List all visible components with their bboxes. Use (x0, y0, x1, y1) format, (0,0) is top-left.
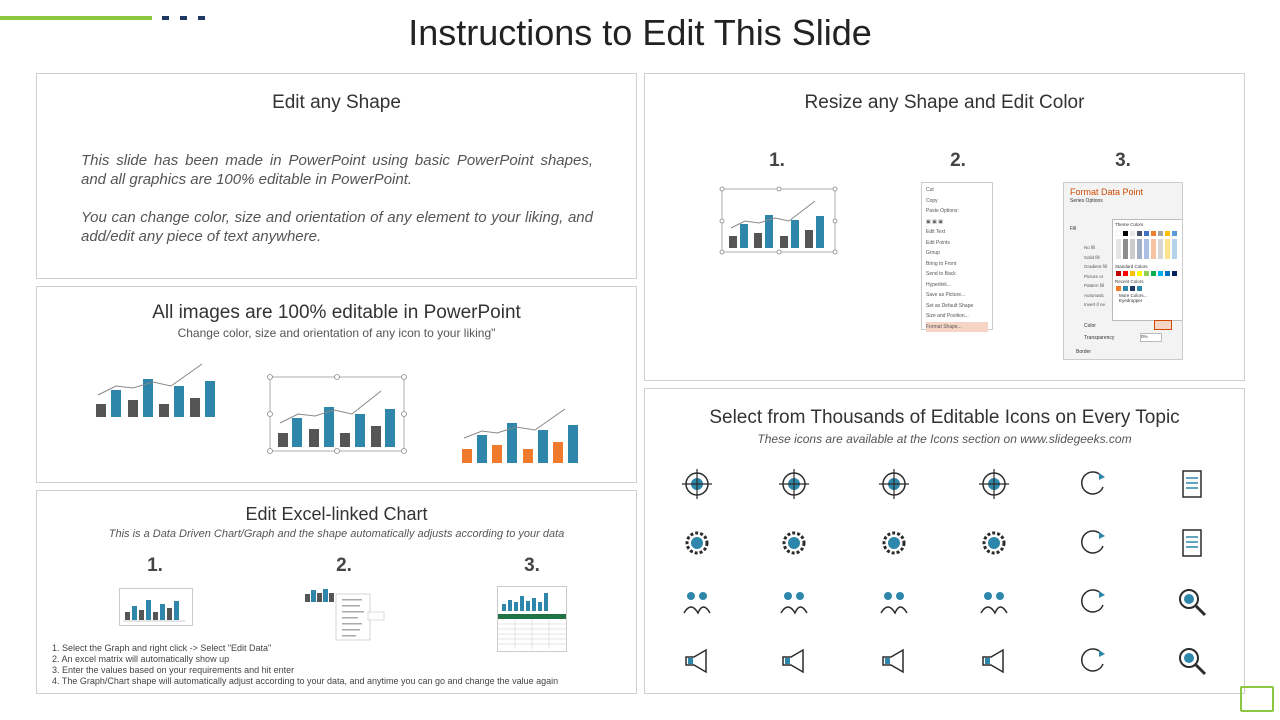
percent-megaphone-icon[interactable] (977, 644, 1011, 678)
step-number: 3. (1115, 150, 1131, 171)
gear-dots-icon[interactable] (877, 526, 911, 560)
menu-item: Paste Options: (926, 208, 959, 214)
panel-title: Edit Excel-linked Chart (245, 504, 428, 524)
fill-option[interactable]: No fill (1084, 245, 1096, 250)
panel-edit-shape (36, 73, 637, 279)
step-number: 3. (524, 555, 540, 576)
step-item: 4. The Graph/Chart shape will automatically adjust according to your data, and anytime you can go and change the value again (52, 676, 559, 686)
menu-item[interactable]: Hyperlink... (926, 281, 952, 288)
menu-item[interactable]: Save as Picture... (926, 292, 966, 298)
menu-item[interactable]: Edit Text (926, 229, 946, 235)
color-dropdown[interactable] (1154, 320, 1172, 330)
menu-item[interactable]: Copy (926, 197, 938, 204)
panel-title: Edit any Shape (272, 92, 401, 113)
transparency-input[interactable]: 0% (1140, 333, 1162, 342)
steps-list (52, 643, 558, 687)
standard-colors-label: Standard Colors (1115, 264, 1148, 269)
menu-item[interactable]: Edit Points (926, 239, 950, 246)
recent-colors-label: Recent Colors (1115, 279, 1144, 284)
color-label: Color (1084, 323, 1096, 329)
trophy-target-icon[interactable] (877, 467, 911, 501)
fill-option[interactable]: Solid fill (1084, 254, 1100, 260)
checklist-doc-icon[interactable] (1175, 467, 1209, 501)
four-arrow-cycle-icon[interactable] (1075, 644, 1109, 678)
recent-swatches[interactable] (1113, 285, 1181, 293)
page-title: Instructions to Edit This Slide (408, 12, 872, 53)
fill-option[interactable]: Pattern fill (1084, 283, 1105, 288)
panel-excel-chart (36, 490, 637, 694)
menu-item-format-shape[interactable]: Format Shape... (926, 322, 988, 333)
step-number: 1. (147, 555, 163, 576)
panel-subtitle: This is a Data Driven Chart/Graph and the shape automatically adjusts according to your data (108, 528, 565, 540)
panel-editable-images (36, 286, 637, 483)
fill-option[interactable]: Picture or (1084, 273, 1104, 279)
group-icon[interactable] (877, 585, 911, 619)
eyedropper[interactable]: Eyedropper (1119, 298, 1143, 303)
fill-option[interactable]: Invert if ne (1084, 302, 1106, 307)
panel-title: Resize any Shape and Edit Color (804, 92, 1085, 113)
transparency-label: Transparency (1084, 335, 1115, 341)
cycle-icon[interactable] (1075, 585, 1109, 619)
target-icon[interactable] (680, 467, 714, 501)
bar-chart-graphic-gray-teal[interactable] (93, 362, 223, 422)
paragraph: This slide has been made in PowerPoint using basic PowerPoint shapes, and all graphics are 100% editable in PowerPoint. (81, 152, 593, 188)
gears-icon[interactable] (977, 526, 1011, 560)
user-megaphone-icon[interactable] (777, 644, 811, 678)
team-icon[interactable] (680, 585, 714, 619)
checklist-icon[interactable] (1175, 526, 1209, 560)
panel-icons (644, 388, 1245, 694)
loudspeaker-icon[interactable] (877, 644, 911, 678)
rotate-icon[interactable] (1075, 526, 1109, 560)
format-pane-title: Format Data Point (1070, 187, 1144, 197)
meeting-icon[interactable] (977, 585, 1011, 619)
step-item: 1. Select the Graph and right click -> Select "Edit Data" (52, 643, 272, 653)
search-check-icon[interactable] (1175, 644, 1209, 678)
panel-resize-shape (644, 73, 1245, 381)
refresh-arrow-icon[interactable] (1075, 467, 1109, 501)
panel-subtitle: These icons are available at the Icons section on www.slidegeeks.com (757, 432, 1132, 446)
format-pane (1063, 182, 1183, 360)
step-item: 3. Enter the values based on your requirements and hit enter (52, 665, 295, 675)
paste-icons[interactable]: ▣ ▣ ▣ (926, 218, 943, 225)
panel-title: All images are 100% editable in PowerPoint (152, 302, 521, 323)
crosshair-icon[interactable] (977, 467, 1011, 501)
magnifier-icon[interactable] (1175, 585, 1209, 619)
paragraph: You can change color, size and orientation of any element to your liking, and add/edit any piece of text anywhere. (81, 209, 593, 245)
monitor-icon (1240, 686, 1274, 712)
gear-outline-icon[interactable] (777, 526, 811, 560)
menu-item[interactable]: Set as Default Shape (926, 302, 974, 309)
border-label[interactable]: Border (1076, 349, 1092, 355)
theme-colors-label: Theme Colors (1115, 222, 1144, 227)
panel-title: Select from Thousands of Editable Icons on Every Topic (709, 407, 1180, 428)
fill-option[interactable]: Gradient fill (1084, 264, 1107, 269)
standard-swatches[interactable] (1113, 270, 1181, 278)
step-number: 2. (950, 150, 966, 171)
series-options[interactable]: Series Options (1070, 198, 1103, 204)
gear-icon[interactable] (680, 526, 714, 560)
presentation-icon[interactable] (777, 585, 811, 619)
theme-swatches[interactable] (1113, 229, 1181, 263)
panel-subtitle: Change color, size and orientation of any icon to your liking" (177, 326, 496, 340)
fill-label[interactable]: Fill (1070, 226, 1077, 232)
menu-item[interactable]: Size and Position... (926, 313, 969, 319)
bar-chart-graphic-selected[interactable] (267, 373, 409, 455)
chart-thumbnail (119, 588, 193, 626)
dart-target-icon[interactable] (777, 467, 811, 501)
resize-chart-graphic[interactable] (719, 186, 839, 256)
menu-item[interactable]: Cut (926, 187, 934, 193)
more-colors[interactable]: More Colors... (1119, 293, 1148, 298)
step-item: 2. An excel matrix will automatically show up (52, 654, 230, 664)
menu-item[interactable]: Bring to Front (926, 260, 957, 267)
menu-item[interactable]: Send to Back (926, 271, 956, 277)
context-menu[interactable] (921, 182, 993, 330)
fill-option[interactable]: Automatic (1084, 292, 1105, 298)
color-picker[interactable] (1112, 219, 1183, 321)
menu-item[interactable]: Group (926, 250, 940, 256)
megaphone-icon[interactable] (680, 644, 714, 678)
bar-chart-graphic-orange-teal[interactable] (459, 407, 583, 465)
step-number: 1. (769, 150, 785, 171)
step-number: 2. (336, 555, 352, 576)
context-menu-thumbnail (302, 586, 386, 642)
